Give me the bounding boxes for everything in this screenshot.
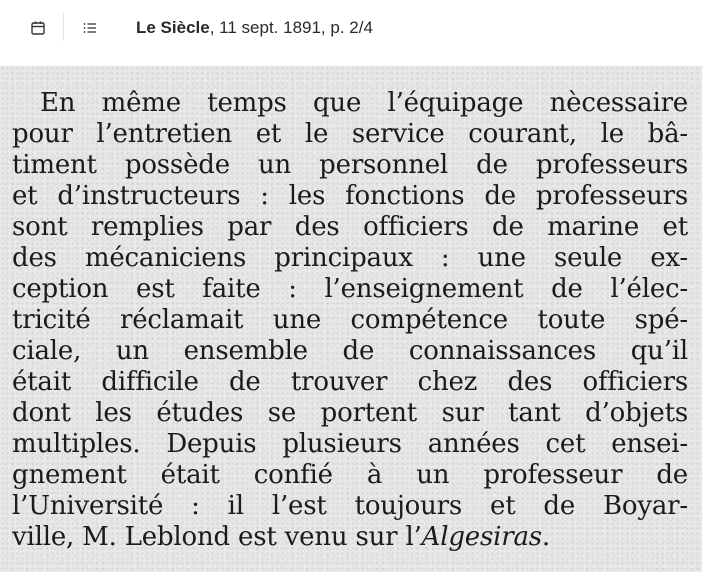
newspaper-scan [0, 66, 702, 572]
text-line: En même temps que l’équipage nècessaire [40, 88, 688, 118]
toolbar-divider [63, 13, 64, 41]
text-line: était difficile de trouver chez des officiers [12, 367, 688, 397]
article-text [12, 88, 688, 553]
text-line: timent possède un personnel de professeurs [12, 150, 688, 180]
text-line: ception est faite : l’enseignement de l’élec- [12, 274, 688, 304]
text-line-final [12, 522, 688, 553]
journal-title: Le Siècle [136, 18, 210, 37]
issue-details: , 11 sept. 1891, p. 2/4 [209, 18, 373, 37]
text-line: l’Université : il l’est toujours et de Boyar- [12, 491, 688, 521]
text-line: des mécaniciens principaux : une seule ex- [12, 243, 688, 273]
document-citation [136, 17, 373, 39]
list-icon [82, 20, 98, 36]
text-line: ciale, un ensemble de connaissances qu’il [12, 336, 688, 366]
text-line: gnement était confié à un professeur de [12, 460, 688, 490]
calendar-icon [30, 20, 46, 36]
final-period: . [541, 522, 550, 552]
ship-name: Algesiras [421, 522, 542, 552]
calendar-button[interactable] [27, 17, 49, 39]
text-line: dont les études se portent sur tant d’objets [12, 398, 688, 428]
text-line-start: ville, M. Leblond est venu sur l’ [12, 522, 422, 552]
text-line: tricité réclamait une compétence toute spé- [12, 305, 688, 335]
text-line: sont remplies par des officiers de marine et [12, 212, 688, 242]
document-toolbar [0, 0, 702, 58]
text-line: et d’instructeurs : les fonctions de professeurs [12, 181, 688, 211]
list-button[interactable] [79, 17, 101, 39]
text-line: multiples. Depuis plusieurs années cet ensei- [12, 429, 688, 459]
text-line: pour l’entretien et le service courant, le bâ- [12, 119, 688, 149]
